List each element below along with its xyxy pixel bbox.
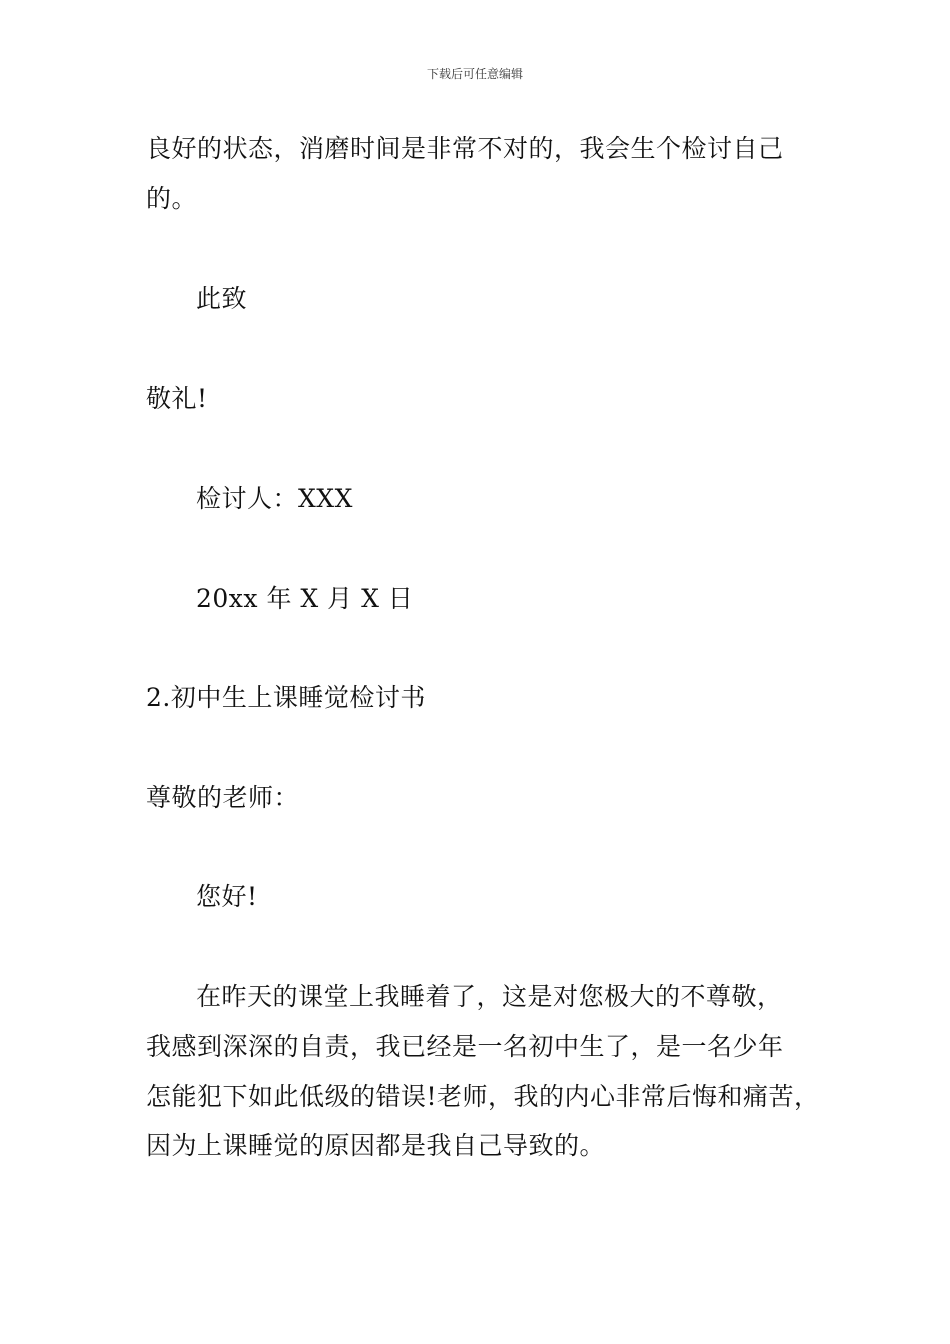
closing-respect: 敬礼! [146, 384, 208, 413]
closing-salutation: 此致 [196, 284, 248, 313]
paragraph-line: 的。 [146, 184, 198, 213]
greeting-line: 尊敬的老师： [146, 783, 300, 812]
greeting-hello: 您好! [196, 882, 258, 911]
section-heading: 2.初中生上课睡觉检讨书 [146, 683, 426, 712]
paragraph-line: 怎能犯下如此低级的错误!老师，我的内心非常后悔和痛苦， [146, 1082, 820, 1111]
date-line: 20xx 年 X 月 X 日 [196, 584, 414, 613]
paragraph-line: 我感到深深的自责，我已经是一名初中生了，是一名少年 [146, 1032, 784, 1061]
paragraph-line: 因为上课睡觉的原因都是我自己导致的。 [146, 1131, 606, 1160]
paragraph-line: 良好的状态，消磨时间是非常不对的，我会生个检讨自己 [146, 134, 784, 163]
paragraph-line: 在昨天的课堂上我睡着了，这是对您极大的不尊敬， [196, 982, 783, 1011]
page-header-note: 下载后可任意编辑 [426, 67, 523, 81]
signature-line: 检讨人：XXX [196, 484, 353, 513]
